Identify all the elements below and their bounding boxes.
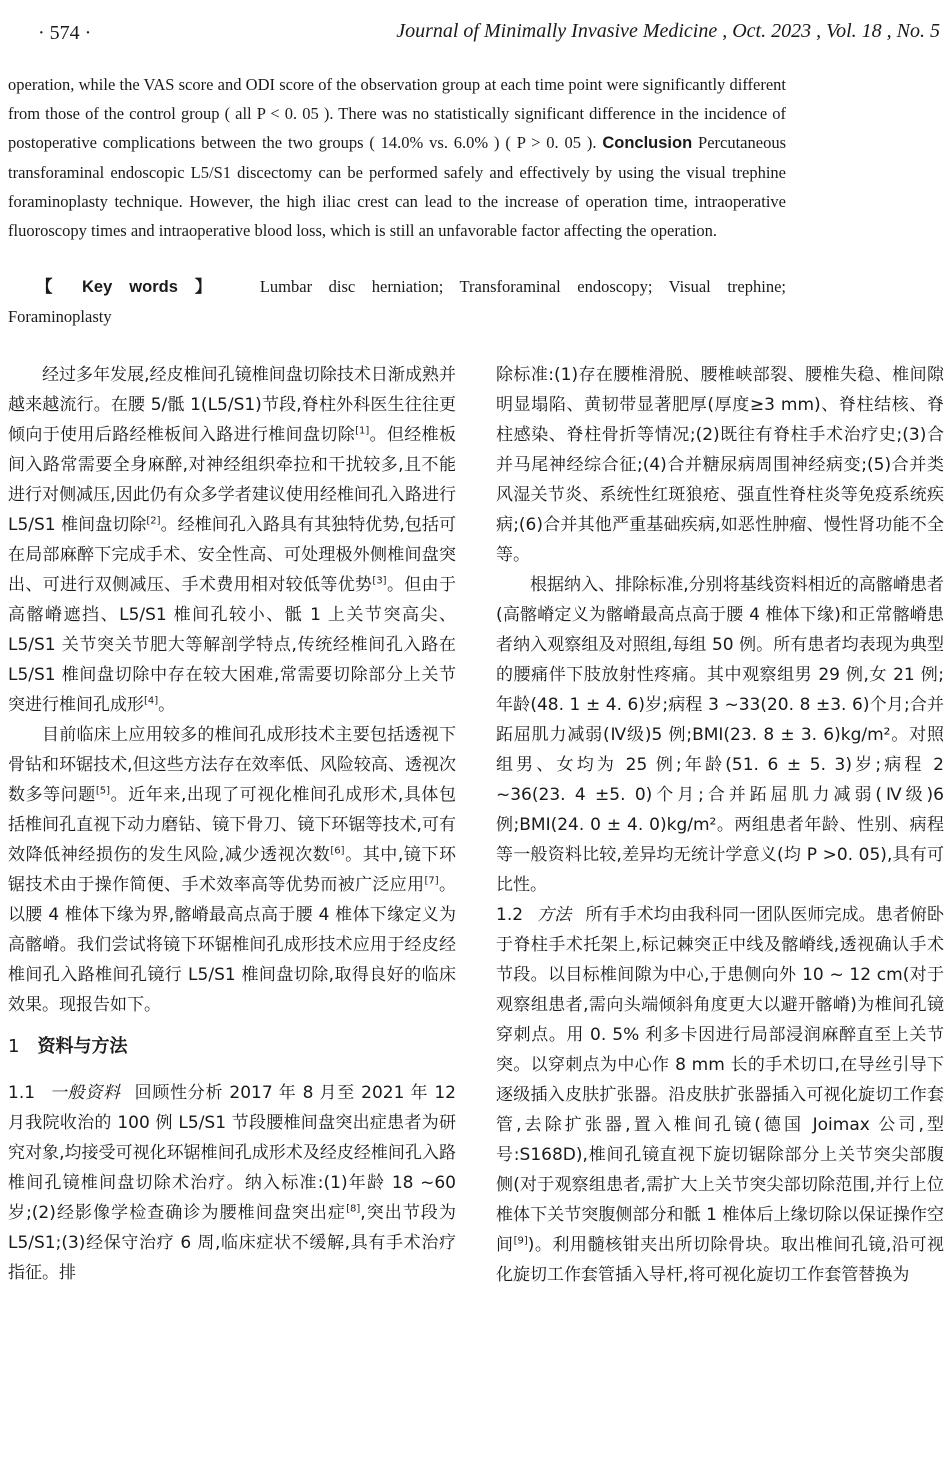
page-number: · 574 ·	[38, 22, 92, 44]
intro-text: 。	[158, 695, 176, 715]
subsection-text: 所有手术均由我科同一团队医师完成。患者俯卧于脊柱手术托架上,标记棘突正中线及髂嵴线,透视确认手术节段。以目标椎间隙为中心,于患侧向外 10 ~ 12 cm(对于观察组患者,需向头端倾斜角度更大以避开髂嵴)为椎间孔镜穿刺点。用 0. 5% 利多卡因进行局部浸润麻醉直至上关节突。以穿刺点为中心作 8 mm 长的手术切口,在导丝引导下逐级插入皮肤扩张器。沿皮肤扩张器插入可视化旋切工作套管,去除扩张器,置入椎间孔镜(德国 Joimax 公司,型号:S168D),椎间孔镜直视下旋切锯除部分上关节突尖部腹侧(对于观察组患者,需扩大上关节突尖部切除范围,并行上位椎体下关节突腹侧部分和骶 1 椎体后上缘切除以保证操作空间	[496, 905, 945, 1255]
subsection-text: ,突出节段为 L5/S1;(3)经保守治疗 6 周,临床症状不缓解,具有手术治疗指征。排	[8, 1203, 457, 1283]
citation: [6]	[330, 845, 345, 857]
conclusion-label: Conclusion	[602, 134, 693, 152]
intro-paragraph-2	[8, 720, 456, 1020]
keywords	[8, 272, 786, 331]
left-column	[8, 360, 456, 1288]
intro-text: 。以腰 4 椎体下缘为界,髂嵴最高点高于腰 4 椎体下缘定义为高髂嵴。我们尝试将镜下环锯椎间孔成形技术应用于经皮经椎间孔入路椎间孔镜行 L5/S1 椎间盘切除,取得良好的临床效果。现报告如下。	[8, 875, 457, 1015]
intro-paragraph-1	[8, 360, 456, 720]
citation: [4]	[144, 695, 159, 707]
abstract-conclusion: Percutaneous transforaminal endoscopic L5/S1 discectomy can be performed safely and effectively by using the visual trephine foraminoplasty technique. However, the high iliac crest can lead to the increase of operation time, intraoperative fluoroscopy times and intraoperative blood loss, which is still an unfavorable factor affecting the operation.	[8, 133, 787, 240]
citation: [8]	[346, 1203, 361, 1215]
intro-text: 。经椎间孔入路具有其独特优势,包括可在局部麻醉下完成手术、安全性高、可处理极外侧椎间盘突出、可进行双侧减压、手术费用相对较低等优势	[8, 515, 456, 595]
citation: [9]	[513, 1235, 528, 1247]
abstract-continuation	[8, 70, 786, 245]
subsection-1-1	[8, 1078, 456, 1288]
citation: [5]	[95, 785, 111, 797]
section-number: 1	[8, 1036, 20, 1057]
abstract-text	[8, 70, 786, 245]
exclusion-criteria: 除标准:(1)存在腰椎滑脱、腰椎峡部裂、腰椎失稳、椎间隙明显塌陷、黄韧带显著肥厚(厚度≥3 mm)、脊柱结核、脊柱感染、脊柱骨折等情况;(2)既往有脊柱手术治疗史;(3)合并马尾神经综合征;(4)合并糖尿病周围神经病变;(5)合并类风湿关节炎、系统性红斑狼疮、强直性脊柱炎等免疫系统疾病;(6)合并其他严重基础疾病,如恶性肿瘤、慢性肾功能不全等。	[496, 365, 944, 565]
intro-text: 经过多年发展,经皮椎间孔镜椎间盘切除技术日渐成熟并越来越流行。在腰 5/骶 1(L5/S1)节段,脊柱外科医生往往更倾向于使用后路经椎板间入路进行椎间盘切除	[8, 365, 456, 445]
intro-text: 。其中,镜下环锯技术由于操作简便、手术效率高等优势而被广泛应用	[8, 845, 457, 895]
subsection-1-2	[496, 900, 944, 1290]
keywords-label: 【 Key words 】	[36, 278, 224, 296]
section-heading	[8, 1032, 456, 1062]
intro-text: 。但经椎板间入路常需要全身麻醉,对神经组织牵拉和干扰较多,且不能进行对侧减压,因此仍有众多学者建议使用经椎间孔入路进行 L5/S1 椎间盘切除	[8, 425, 456, 535]
abstract-results: operation, while the VAS score and ODI score of the observation group at each time point were significantly different from those of the control group ( all P < 0. 05 ). There was no statistically significant difference in the incidence of postoperative complications between the two groups ( 14.0% vs. 6.0% ) ( P > 0. 05 ).	[8, 75, 786, 152]
section-title: 资料与方法	[37, 1036, 128, 1057]
citation: [7]	[424, 875, 439, 887]
subsection-text: 回顾性分析 2017 年 8 月至 2021 年 12 月我院收治的 100 例 L5/S1 节段腰椎间盘突出症患者为研究对象,均接受可视化环锯椎间孔成形术及经皮经椎间孔入路椎间孔镜椎间盘切除术治疗。纳入标准:(1)年龄 18 ~60 岁;(2)经影像学检查确诊为腰椎间盘突出症	[8, 1083, 456, 1223]
grouping-paragraph: 根据纳入、排除标准,分别将基线资料相近的高髂嵴患者(高髂嵴定义为髂嵴最高点高于腰 4 椎体下缘)和正常髂嵴患者纳入观察组及对照组,每组 50 例。所有患者均表现为典型的腰痛伴下肢放射性疼痛。其中观察组男 29 例,女 21 例;年龄(48. 1 ± 4. 6)岁;病程 3 ~33(20. 8 ±3. 6)个月;合并跖屈肌力减弱(Ⅳ级)5 例;BMI(23. 8 ± 3. 6)kg/m²。对照组男、女均为 25 例;年龄(51. 6 ± 5. 3)岁;病程 2 ~36(23. 4 ±5. 0)个月;合并跖屈肌力减弱(Ⅳ级)6 例;BMI(24. 0 ± 4. 0)kg/m²。两组患者年龄、性别、病程等一般资料比较,差异均无统计学意义(均 P >0. 05),具有可比性。	[496, 575, 944, 895]
intro-text: 。近年来,出现了可视化椎间孔成形术,具体包括椎间孔直视下动力磨钻、镜下骨刀、镜下环锯等技术,可有效降低神经损伤的发生风险,减少透视次数	[8, 785, 456, 865]
running-header	[0, 18, 950, 52]
keywords-line	[8, 272, 786, 302]
subsection-title: 一般资料	[49, 1083, 121, 1103]
subsection-title: 方法	[537, 905, 572, 925]
keywords-list: Lumbar disc herniation; Transforaminal endoscopy; Visual trephine;	[259, 277, 786, 296]
subsection-text: )。利用髓核钳夹出所切除骨块。取出椎间孔镜,沿可视化旋切工作套管插入导杆,将可视化旋切工作套管替换为	[496, 1235, 944, 1285]
intro-text: 。但由于高髂嵴遮挡、L5/S1 椎间孔较小、骶 1 上关节突高尖、L5/S1 关节突关节肥大等解剖学特点,传统经椎间孔入路在 L5/S1 椎间盘切除中存在较大困难,常需要切除部分上关节突进行椎间孔成形	[8, 575, 457, 715]
citation: [3]	[372, 575, 387, 587]
keywords-line-2: Foraminoplasty	[8, 307, 112, 326]
intro-text: 目前临床上应用较多的椎间孔成形技术主要包括透视下骨钻和环锯技术,但这些方法存在效率低、风险较高、透视次数多等问题	[8, 725, 456, 805]
citation: [2]	[146, 515, 161, 527]
subsection-number: 1.1	[8, 1083, 36, 1103]
citation: [1]	[355, 425, 370, 437]
subsection-number: 1.2	[496, 905, 524, 925]
journal-title: Journal of Minimally Invasive Medicine , Oct. 2023 , Vol. 18 , No. 5	[396, 20, 940, 42]
right-column	[496, 360, 944, 1290]
